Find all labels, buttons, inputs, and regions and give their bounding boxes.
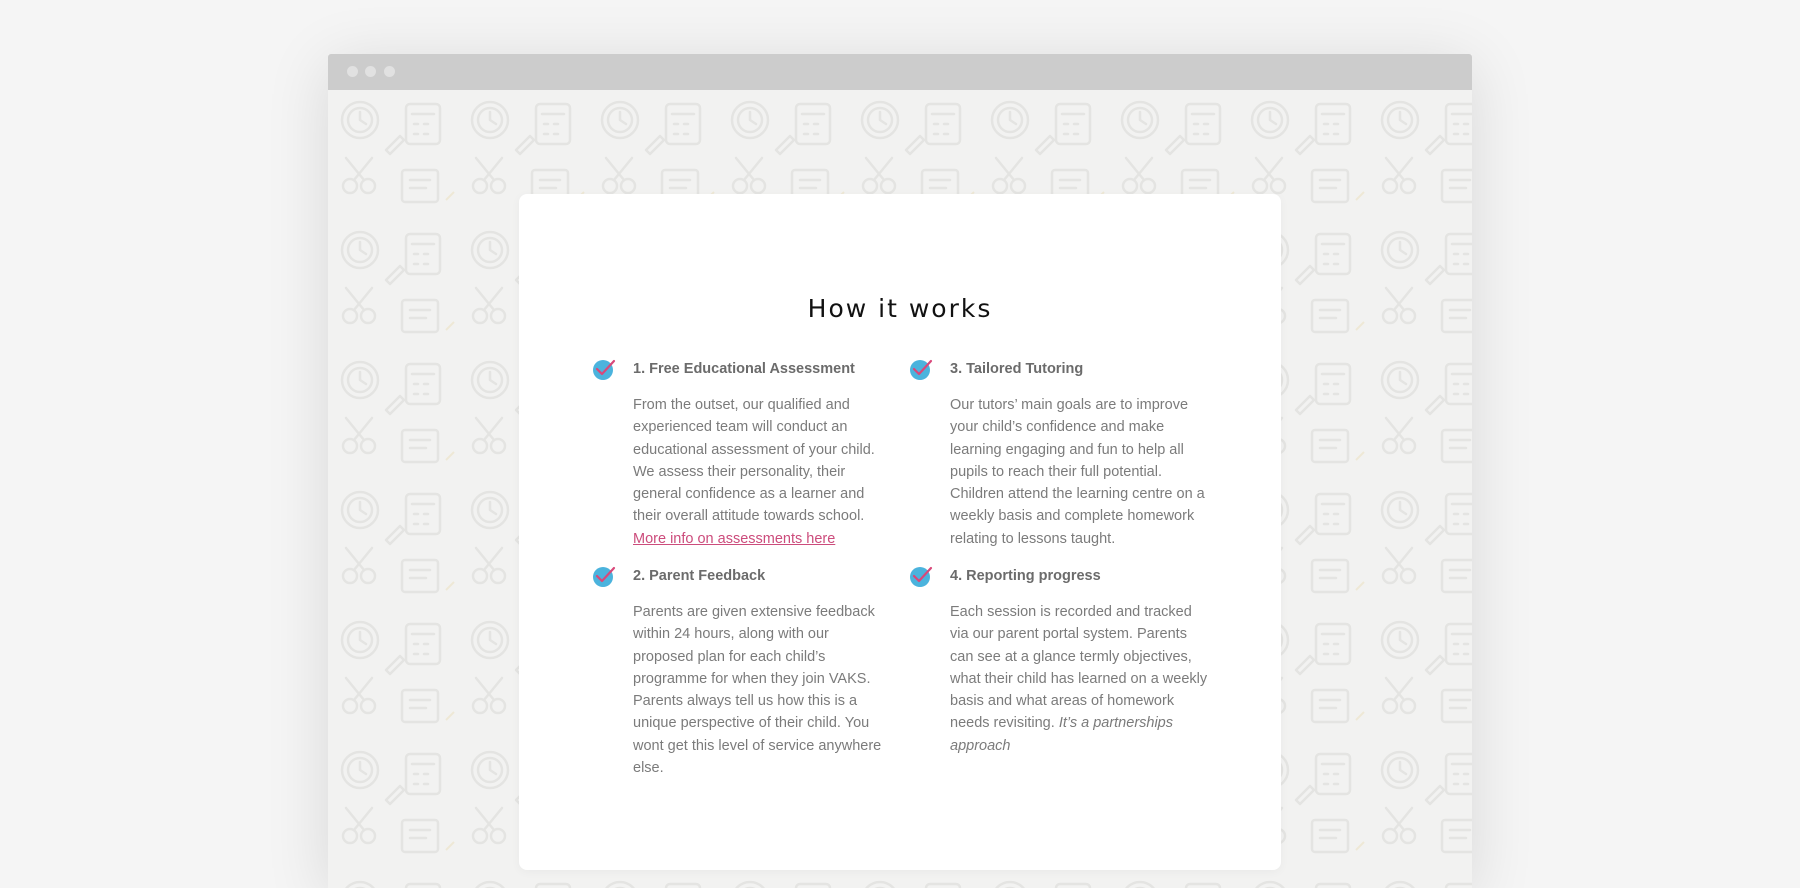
window-titlebar <box>328 54 1472 90</box>
page-title: How it works <box>807 294 993 323</box>
check-circle-icon <box>908 563 934 589</box>
step-item-feedback <box>633 563 893 779</box>
check-circle-icon <box>908 356 934 382</box>
step-item-assessment <box>633 356 893 550</box>
check-circle-icon <box>591 356 617 382</box>
step-title: 3. Tailored Tutoring <box>950 361 1084 377</box>
assessment-info-link[interactable]: More info on assessments here <box>633 530 836 547</box>
step-body: Our tutors’ main goals are to improve your child’s confidence and make learning engaging and fun to help all pupils to reach their full potential. Children attend the learning centre on a weekly basis and complete homework relating to lessons taught. <box>950 397 1205 547</box>
step-title: 4. Reporting progress <box>950 568 1101 584</box>
step-body <box>950 601 1210 757</box>
step-body: Parents are given extensive feedback within 24 hours, along with our proposed plan for each child’s programme for when they join VAKS. Parents always tell us how this is a unique perspective of their child. You wont get this level of service anywhere else. <box>633 604 882 777</box>
step-body-text: Each session is recorded and tracked via our parent portal system. Parents can see at a glance termly objectives, what their child has learned on a weekly basis and what areas of homework needs revisiting. <box>950 604 1208 732</box>
step-item-tutoring <box>950 356 1210 550</box>
window-dot-icon[interactable] <box>384 66 395 77</box>
browser-window <box>328 54 1472 888</box>
step-body-emphasis: It’s a partnerships approach <box>950 715 1173 754</box>
step-body <box>633 394 893 550</box>
window-dot-icon[interactable] <box>365 66 376 77</box>
step-title: 1. Free Educational Assessment <box>633 361 855 377</box>
page-viewport <box>328 90 1472 888</box>
step-title: 2. Parent Feedback <box>633 568 766 584</box>
step-item-reporting <box>950 563 1210 757</box>
window-dot-icon[interactable] <box>347 66 358 77</box>
check-circle-icon <box>591 563 617 589</box>
step-body-text: From the outset, our qualified and experienced team will conduct an educational assessment of your child. We assess their personality, their general confidence as a learner and their overall attitude towards school. <box>633 397 875 525</box>
how-it-works-card <box>519 194 1281 870</box>
